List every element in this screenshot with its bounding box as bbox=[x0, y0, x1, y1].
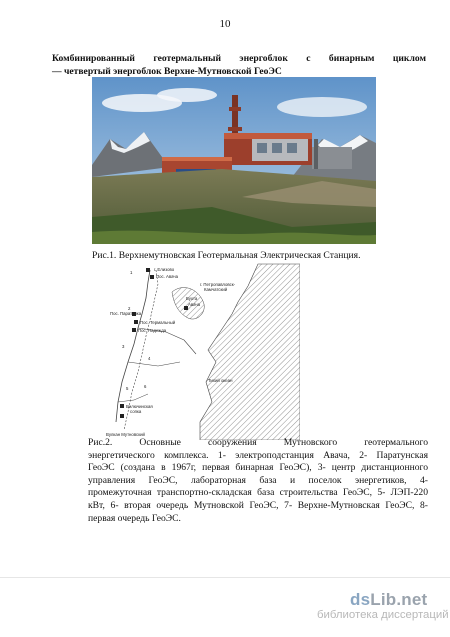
heading-line-2: — четвертый энергоблок Верхне-Мутновской ГеоЭС bbox=[52, 66, 282, 77]
label-number-6: 6 bbox=[144, 384, 147, 389]
label-number-5: 5 bbox=[126, 386, 129, 391]
figure-2-caption bbox=[88, 437, 428, 525]
caption-line: промежуточная транспортно-складская база строительства ГеоЭС, 5- ЛЭП-220 bbox=[88, 487, 428, 499]
label-vilyuchinskaya-2: сопка bbox=[130, 409, 142, 414]
complex-map bbox=[88, 262, 300, 440]
label-bay-2: Авача bbox=[188, 302, 201, 307]
section-heading bbox=[52, 52, 426, 78]
dslib-logo: dsLib.net bbox=[350, 590, 428, 609]
caption-line: энергетического комплекса. 1- электроподстанция Авача, 2- Паратунская bbox=[88, 449, 428, 461]
label-pacific-ocean: Тихий океан bbox=[208, 378, 233, 383]
caption-line: управления ГеоЭС, лабораторная база и поселок энергетиков, 4- bbox=[88, 474, 428, 486]
heading-line-1: Комбинированный геотермальный энергоблок с бинарным циклом bbox=[52, 53, 426, 64]
label-number-1: 1 bbox=[130, 270, 133, 275]
figure-1-caption: Рис.1. Верхнемутновская Геотермальная Электрическая Станция. bbox=[92, 250, 361, 261]
caption-line: ГеоЭС (создана в 1967г, первая бинарная ГеоЭС), 3- центр дистанционного bbox=[88, 462, 428, 474]
page-number: 10 bbox=[219, 18, 231, 30]
label-bay-1: Бухта bbox=[186, 296, 198, 301]
label-nadezhda: Пос. Надежда bbox=[138, 328, 167, 333]
label-elizovo: г. Елизово bbox=[154, 267, 175, 272]
dslib-tagline: библиотека диссертаций bbox=[317, 609, 449, 621]
caption-line: первая очередь ГеоЭС. bbox=[88, 512, 181, 524]
label-petropavlovsk-2: Камчатский bbox=[204, 287, 228, 292]
label-number-3: 3 bbox=[122, 344, 125, 349]
caption-line: кВт, 6- вторая очередь Мутновской ГеоЭС, 7- Верхне-Мутновская ГеоЭС, 8- bbox=[88, 499, 428, 511]
label-number-4: 4 bbox=[148, 356, 151, 361]
label-number-2: 2 bbox=[128, 306, 131, 311]
label-paratunka: Пос. Паратунка bbox=[110, 311, 142, 316]
label-avacha-settlement: Пос. Авача bbox=[156, 274, 179, 279]
label-petropavlovsk-1: г. Петропавловск- bbox=[200, 282, 236, 287]
label-mutnovsky-volcano: Вулкан Мутновский bbox=[106, 432, 145, 437]
power-station-photo bbox=[92, 77, 376, 244]
label-vilyuchinskaya-1: Вилючинская bbox=[126, 404, 153, 409]
caption-line: Рис.2. Основные сооружения Мутновского геотермального bbox=[88, 437, 428, 448]
label-termalny: Пос. Термальный bbox=[140, 320, 176, 325]
footer-divider bbox=[0, 577, 450, 578]
